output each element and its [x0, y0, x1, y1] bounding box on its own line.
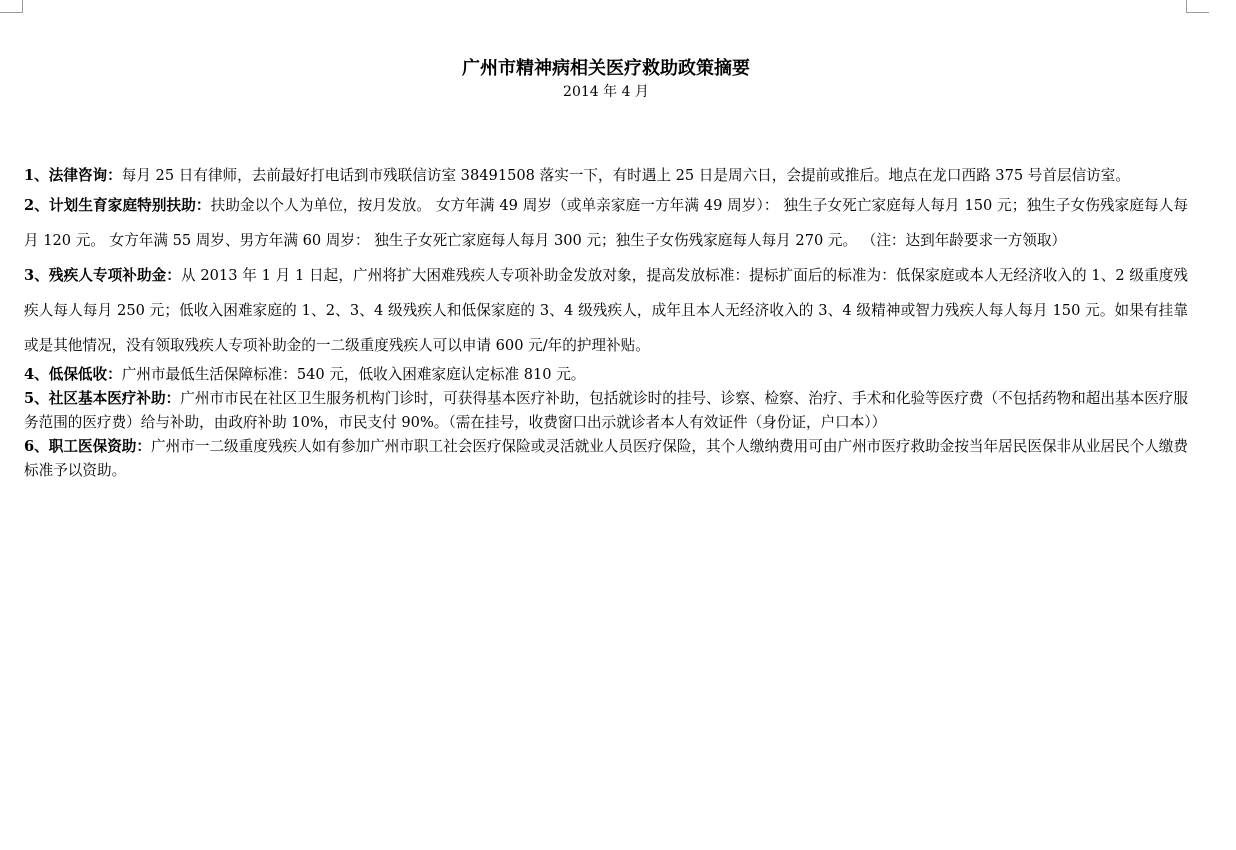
policy-item-heading: 1、法律咨询：: [24, 167, 122, 184]
crop-mark-top-left: [0, 0, 23, 13]
policy-item-minimum-living: [24, 363, 1188, 387]
policy-item-legal: [24, 164, 1188, 188]
document-page: [24, 56, 1188, 483]
crop-mark-top-right: [1186, 0, 1209, 13]
policy-item-heading: 4、低保低收：: [24, 366, 122, 383]
policy-item-text: 广州市一二级重度残疾人如有参加广州市职工社会医疗保险或灵活就业人员医疗保险，其个人缴纳费用可由广州市医疗救助金按当年居民医保非从业居民个人缴费标准予以资助。: [24, 438, 1188, 479]
policy-item-heading: 2、计划生育家庭特别扶助：: [24, 197, 211, 214]
policy-item-family-planning: [24, 188, 1188, 258]
policy-item-text: 从 2013 年 1 月 1 日起，广州将扩大困难残疾人专项补助金发放对象，提高发放标准：提标扩面后的标准为：低保家庭或本人无经济收入的 1、2 级重度残疾人每人每月 250 元；低收入困难家庭的 1、2、3、4 级残疾人和低保家庭的 3、4 级残疾人，成年且本人无经济收入的 3、4 级精神或智力残疾人每人每月 150 元。如果有挂靠或是其他情况，没有领取残疾人专项补助金的一二级重度残疾人可以申请 600 元/年的护理补贴。: [24, 267, 1189, 354]
policy-item-text: 扶助金以个人为单位，按月发放。 女方年满 49 周岁（或单亲家庭一方年满 49 周岁）： 独生子女死亡家庭每人每月 150 元；独生子女伤残家庭每人每月 120 元。 女方年满 55 周岁、男方年满 60 周岁： 独生子女死亡家庭每人每月 300 元；独生子女伤残家庭每人每月 270 元。 （注：达到年龄要求一方领取）: [24, 197, 1189, 249]
policy-item-text: 每月 25 日有律师，去前最好打电话到市残联信访室 38491508 落实一下，有时遇上 25 日是周六日，会提前或推后。地点在龙口西路 375 号首层信访室。: [121, 167, 1130, 184]
policy-item-heading: 6、职工医保资助：: [24, 438, 152, 455]
policy-item-employee-insurance: [24, 435, 1188, 483]
document-date: 2014 年 4 月: [563, 84, 649, 100]
policy-item-community-medical: [24, 387, 1188, 435]
policy-item-heading: 3、残疾人专项补助金：: [24, 267, 181, 284]
policy-item-text: 广州市市民在社区卫生服务机构门诊时，可获得基本医疗补助，包括就诊时的挂号、诊察、检察、治疗、手术和化验等医疗费（不包括药物和超出基本医疗服务范围的医疗费）给与补助，由政府补助 10%，市民支付 90%。（需在挂号，收费窗口出示就诊者本人有效证件（身份证，户口本））: [24, 390, 1189, 431]
document-title: 广州市精神病相关医疗救助政策摘要: [462, 58, 750, 79]
policy-item-heading: 5、社区基本医疗补助：: [24, 390, 181, 407]
policy-item-text: 广州市最低生活保障标准：540 元，低收入困难家庭认定标准 810 元。: [121, 366, 586, 383]
policy-item-disability-subsidy: [24, 258, 1188, 363]
